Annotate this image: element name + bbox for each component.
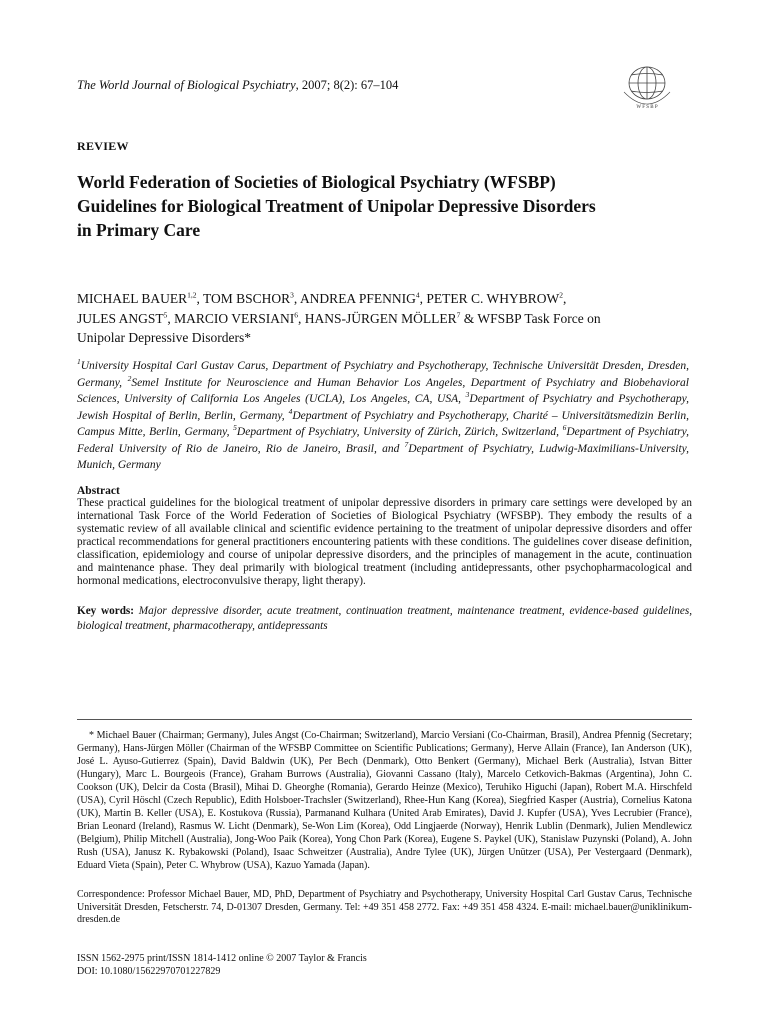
author-affil-ref: 7	[456, 310, 461, 319]
title-line: World Federation of Societies of Biological Psychiatry (WFSBP)	[77, 172, 556, 192]
author-name: MICHAEL BAUER	[77, 291, 188, 306]
author-separator: ,	[293, 291, 300, 306]
affiliation: Department of Psychiatry and Psychotherapy, Jewish Hospital of Berlin, Berlin, Germany,	[77, 393, 689, 422]
wfsbp-logo	[616, 64, 678, 110]
publication-info	[77, 953, 367, 978]
affiliation: Department of Psychiatry and Psychotherapy, Charité – Universitätsmedizin Berlin, Campus Mitte, Berlin, Germany,	[77, 409, 690, 438]
affil-number: 4	[288, 406, 293, 416]
author-separator: ,	[298, 310, 305, 326]
keywords	[77, 604, 692, 634]
task-force-footnote: * Michael Bauer (Chairman; Germany), Jules Angst (Co-Chairman; Switzerland), Marcio Versiani (Co-Chairman, Brasil), Andrea Pfennig (Secretary; Germany), Hans-Jürgen Möller (Chairman of the WFSBP Committee on Scientific Publications; Germany), Herve Allain (France), Ian Anderson (UK), José L. Ayuso-Gutierrez (Spain), David Baldwin (UK), Per Bech (Denmark), Otto Benkert (Germany), Michael Berk (Australia), Istvan Bitter (Hungary), Marc L. Bourgeois (France), Graham Burrows (Australia), Giovanni Cassano (Italy), Marcelo Cetkovich-Bakmas (Argentina), John C. Cookson (UK), Delcir da Costa (Brasil), Mihai D. Gheorghe (Romania), Gerardo Heinze (Mexico), Teruhiko Higuchi (Japan), Robert M.A. Hirschfeld (USA), Cyril Höschl (Czech Republic), Edith Holsboer-Trachsler (Switzerland), Rhee-Hun Kang (Korea), Siegfried Kasper (Austria), Cornelius Katona (UK), Martin B. Keller (USA), E. Kostukova (Russia), Parmanand Kulhara (United Arab Emirates), David J. Kupfer (USA), Yves Lecrubier (France), Brian Leonard (Ireland), Rasmus W. Licht (Denmark), Se-Won Lim (Korea), Odd Lingjaerde (Norway), Henrik Lublin (Denmark), Julien Mendlewicz (Belgium), Philip Mitchell (Australia), Jong-Woo Paik (Korea), Yong Chon Park (Korea), Eugene S. Paykel (UK), Stanislaw Puzynski (Poland), A. John Rush (USA), Janusz K. Rybakowski (Poland), Isaac Schweitzer (Australia), Andre Tylee (UK), Jürgen Unützer (USA), Per Vestergaard (Denmark), Eduard Vieta (Spain), Peter C. Whybrow (USA), Kazuo Yamada (Japan).	[77, 730, 692, 871]
author-separator: ,	[419, 291, 427, 306]
affiliations	[77, 358, 689, 474]
author-affil-ref: 3	[290, 290, 294, 300]
footnote-divider	[77, 719, 692, 720]
author-separator: & WFSBP Task Force on	[460, 310, 601, 326]
affiliation: University Hospital Carl Gustav Carus, Department of Psychiatry and Psychotherapy, Technische Universität Dresden, Dresden, Germany,	[77, 360, 689, 389]
author-affil-ref: 2	[559, 290, 563, 300]
journal-title: The World Journal of Biological Psychiatry	[77, 78, 296, 92]
affiliation: Semel Institute for Neuroscience and Human Behavior Los Angeles, Department of Psychiatry and Biobehavioral Sciences, University of California Los Angeles (UCLA), Los Angeles, CA, USA,	[77, 376, 689, 405]
keywords-text: Major depressive disorder, acute treatment, continuation treatment, maintenance treatment, evidence-based guidelines, biological treatment, pharmacotherapy, antidepressants	[77, 605, 693, 632]
affiliation: Department of Psychiatry, Ludwig-Maximilians-University, Munich, Germany	[77, 442, 689, 471]
author-list	[77, 289, 702, 348]
journal-volume: , 2007; 8(2): 67–104	[295, 78, 399, 92]
title-line: Guidelines for Biological Treatment of Unipolar Depressive Disorders	[77, 196, 596, 216]
abstract-body: These practical guidelines for the biological treatment of unipolar depressive disorders in primary care settings were developed by an international Task Force of the World Federation of Societies of Biological Psychiatry (WFSBP). They embody the results of a systematic review of all available clinical and scientific evidence pertaining to the treatment of unipolar depressive disorders and offer practical recommendations for general practitioners encountering patients with these conditions. The guidelines cover disease definition, classification, epidemiology and course of unipolar depressive disorders, and the principles of management in the acute, continuation and maintenance phase. They deal primarily with biological treatment (including antidepressants, other psychopharmacological and hormonal medications, electroconvulsive therapy, light therapy).	[77, 497, 692, 587]
author-name: ANDREA PFENNIG	[299, 291, 416, 306]
author-name: MARCIO VERSIANI	[174, 310, 295, 326]
author-name: PETER C. WHYBROW	[426, 291, 560, 306]
author-separator: ,	[167, 310, 175, 326]
affil-number: 1	[77, 357, 81, 367]
keywords-label: Key words:	[77, 605, 134, 617]
issn-line: ISSN 1562-2975 print/ISSN 1814-1412 online © 2007 Taylor & Francis	[77, 953, 367, 964]
affil-number: 5	[233, 423, 237, 433]
title-line: in Primary Care	[77, 220, 201, 240]
correspondence: Correspondence: Professor Michael Bauer, MD, PhD, Department of Psychiatry and Psychotherapy, University Hospital Carl Gustav Carus, Technische Universität Dresden, Fetscherstr. 74, D-01307 Dresden, Germany. Tel: +49 351 458 2772. Fax: +49 351 458 4324. E-mail: michael.bauer@uniklinikum-dresden.de	[77, 889, 692, 925]
affil-number: 2	[127, 373, 132, 383]
author-name: HANS-JÜRGEN MÖLLER	[304, 310, 457, 326]
author-affil-ref: 4	[415, 290, 420, 300]
author-separator: ,	[196, 291, 204, 306]
author-affil-ref: 5	[163, 310, 168, 319]
logo-lettering: W F S B P	[636, 105, 658, 110]
author-line-1	[77, 289, 702, 309]
journal-citation	[77, 78, 398, 93]
author-line-3: Unipolar Depressive Disorders*	[77, 330, 251, 345]
author-affil-ref: 1,2	[187, 290, 197, 300]
affiliation: Department of Psychiatry, Federal University of Rio de Janeiro, Rio de Janeiro, Brasil, and	[77, 426, 689, 455]
author-name: JULES ANGST	[77, 310, 164, 326]
author-affil-ref: 6	[294, 310, 299, 319]
abstract-heading: Abstract	[77, 485, 120, 497]
author-separator: ,	[562, 291, 567, 306]
affil-number: 3	[465, 390, 470, 400]
affil-number: 7	[404, 439, 409, 449]
doi-line: DOI: 10.1080/15622970701227829	[77, 965, 221, 977]
author-name: TOM BSCHOR	[203, 291, 291, 306]
affiliation: Department of Psychiatry, University of Zürich, Zürich, Switzerland,	[236, 426, 563, 438]
author-line-2	[77, 309, 702, 329]
affil-number: 6	[562, 423, 567, 433]
article-title	[77, 170, 697, 242]
section-label: REVIEW	[77, 139, 129, 153]
